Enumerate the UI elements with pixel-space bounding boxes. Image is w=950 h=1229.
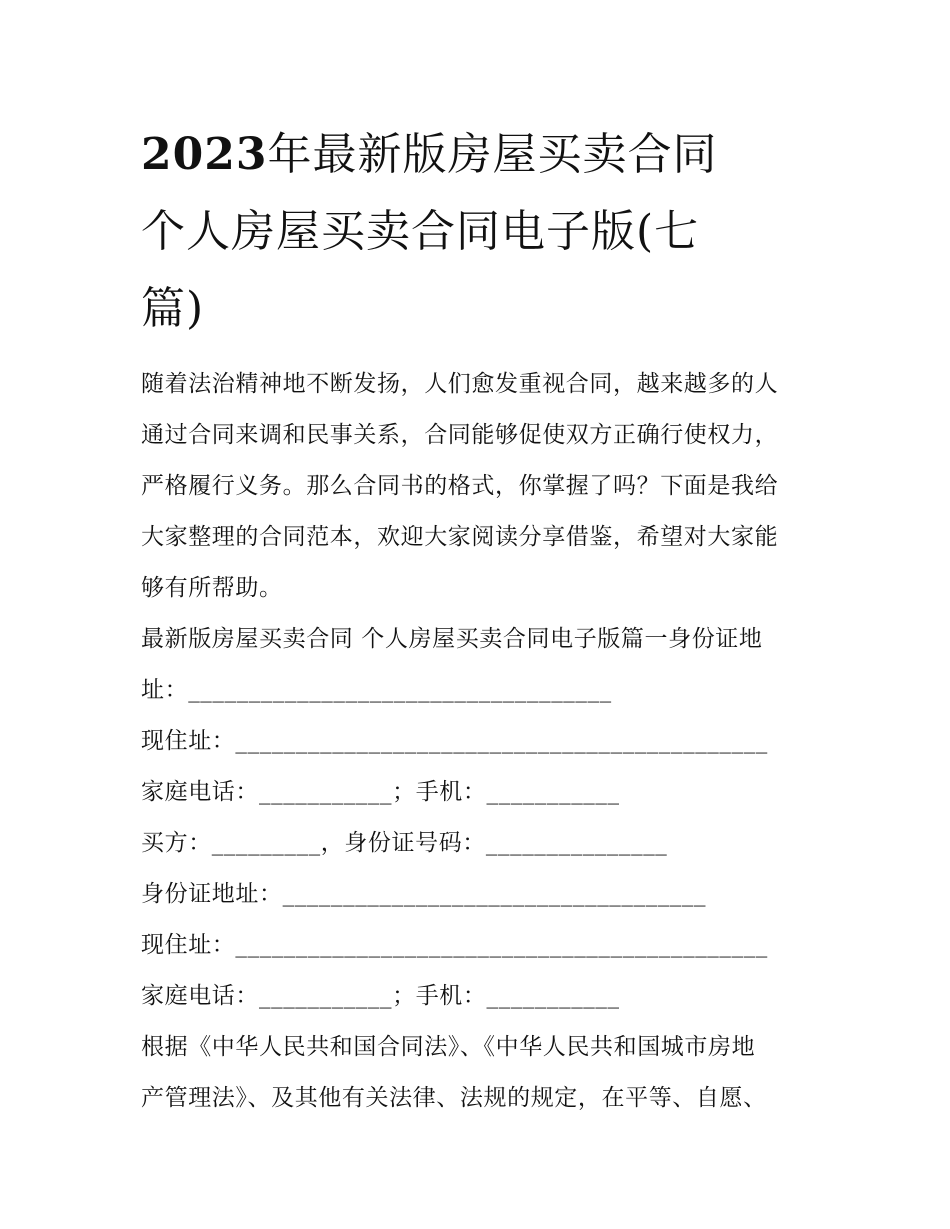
title-line-1-text: 年最新版房屋买卖合同 — [267, 129, 718, 180]
intro-paragraph — [141, 359, 821, 614]
form-line-current-address: 现住址：____________________________________________ — [141, 932, 768, 958]
section-heading-paragraph — [141, 614, 821, 716]
text-line: 大家整理的合同范本，欢迎大家阅读分享借鉴，希望对大家能 — [141, 524, 779, 550]
title-line-3: 篇) — [141, 283, 205, 334]
document-body — [141, 359, 821, 1124]
text-line: 随着法治精神地不断发扬，人们愈发重视合同，越来越多的人 — [141, 371, 779, 397]
title-year: 2023 — [141, 129, 268, 180]
form-line-address: 址：___________________________________ — [141, 677, 612, 703]
text-line: 够有所帮助。 — [141, 575, 283, 601]
document-title — [141, 116, 821, 347]
form-line-current-address: 现住址：____________________________________________ — [141, 728, 768, 754]
text-line: 最新版房屋买卖合同 个人房屋买卖合同电子版篇一身份证地 — [141, 626, 763, 652]
text-line: 根据《中华人民共和国合同法》、《中华人民共和国城市房地 — [141, 1034, 756, 1060]
form-fields — [141, 716, 821, 1022]
title-line-2: 个人房屋买卖合同电子版(七 — [141, 206, 700, 257]
text-line: 产管理法》、及其他有关法律、法规的规定，在平等、自愿、 — [141, 1085, 767, 1111]
form-line-phone: 家庭电话：___________；手机：___________ — [141, 779, 620, 805]
title-line-1 — [141, 116, 821, 193]
form-line-buyer: 买方：_________，身份证号码：_______________ — [141, 830, 668, 856]
text-line: 通过合同来调和民事关系，合同能够促使双方正确行使权力， — [141, 422, 779, 448]
law-paragraph — [141, 1022, 821, 1124]
text-line: 严格履行义务。那么合同书的格式，你掌握了吗？下面是我给 — [141, 473, 779, 499]
form-line-id-address: 身份证地址：___________________________________ — [141, 881, 707, 907]
document-content — [141, 116, 821, 1124]
form-line-phone: 家庭电话：___________；手机：___________ — [141, 983, 620, 1009]
